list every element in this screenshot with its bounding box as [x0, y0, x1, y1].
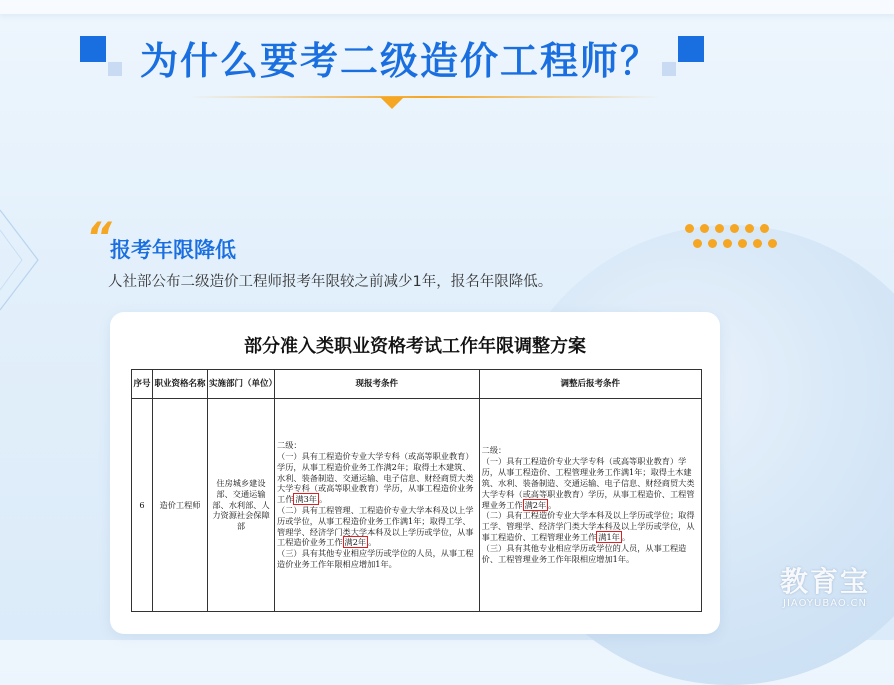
top-band	[0, 0, 894, 14]
requirements-table	[131, 369, 702, 612]
cell-current-conditions	[275, 399, 480, 612]
current-p1: （一）具有工程造价专业大学专科（或高等职业教育）学历，从事工程造价业务工作满2年；取得土木建筑、水利、装备制造、交通运输、电子信息、财经商贸大类大学专科（或高等职业教育）学历，从事工程造价业务工作 满3年 。	[277, 450, 474, 505]
title-square-left-light	[108, 62, 122, 76]
title-square-left	[80, 36, 106, 62]
cell-dept: 住房城乡建设部、交通运输部、水利部、人力资源社会保障部	[208, 399, 275, 612]
section-title: 报考年限降低	[110, 238, 236, 262]
current-level: 二级：	[277, 440, 302, 451]
header-adjusted: 调整后报考条件	[479, 370, 701, 399]
table-header-row	[132, 370, 702, 399]
table-card	[110, 312, 720, 634]
header-cert: 职业资格名称	[153, 370, 208, 399]
title-underline	[190, 96, 660, 98]
header-dept: 实施部门（单位）	[208, 370, 275, 399]
header-current: 现报考条件	[275, 370, 480, 399]
title-square-right	[678, 36, 704, 62]
cell-cert: 造价工程师	[153, 399, 208, 612]
current-p2-highlight: 满2年	[344, 537, 367, 548]
cell-adjusted-conditions	[479, 399, 701, 612]
watermark-logo	[760, 560, 890, 609]
current-p1-highlight: 满3年	[295, 494, 317, 505]
section-description: 人社部公布二级造价工程师报考年限较之前减少1年，报名年限降低。	[108, 274, 553, 290]
cell-no: 6	[132, 399, 153, 612]
adjusted-p1-highlight: 满2年	[524, 499, 547, 510]
quote-icon: “	[86, 215, 112, 261]
current-p2: （二）具有工程管理、工程造价专业大学本科及以上学历或学位，从事工程造价业务工作满1年；取得工学、管理学、经济学门类大学本科及以上学历或学位，从事工程造价业务工作 满2年 。	[277, 505, 474, 548]
adjusted-p1: （一）具有工程造价专业大学专科（或高等职业教育）学历，从事工程造价、工程管理业务工作满1年；取得土木建筑、水利、装备制造、交通运输、电子信息、财经商贸大类大学专科（或高等职业教育）学历，从事工程造价、工程管理业务工作 满2年 。	[481, 456, 695, 510]
page-title: 为什么要考二级造价工程师？	[140, 39, 661, 83]
table-title: 部分准入类职业资格考试工作年限调整方案	[244, 336, 586, 357]
decorative-lines	[0, 200, 60, 320]
adjusted-p3: （三）具有其他专业相应学历或学位的人员，从事工程造价、工程管理业务工作年限相应增加1年。	[481, 542, 687, 564]
title-square-right-light	[662, 62, 676, 76]
adjusted-level: 二级：	[481, 445, 507, 456]
header-no: 序号	[132, 370, 153, 399]
watermark-main: 教育宝	[779, 565, 870, 598]
watermark-sub: JIAOYUBAO.CN	[783, 598, 867, 609]
table-row	[132, 399, 702, 612]
adjusted-p2: （二）具有工程造价专业大学本科及以上学历或学位；取得工学、管理学、经济学门类大学本科及以上学历或学位，从事工程造价、工程管理业务工作 满1年 。	[481, 510, 695, 543]
adjusted-p2-highlight: 满1年	[598, 532, 620, 543]
current-p3: （三）具有其他专业相应学历或学位的人员，从事工程造价业务工作年限相应增加1年。	[277, 548, 474, 570]
title-arrow-icon	[380, 97, 404, 109]
